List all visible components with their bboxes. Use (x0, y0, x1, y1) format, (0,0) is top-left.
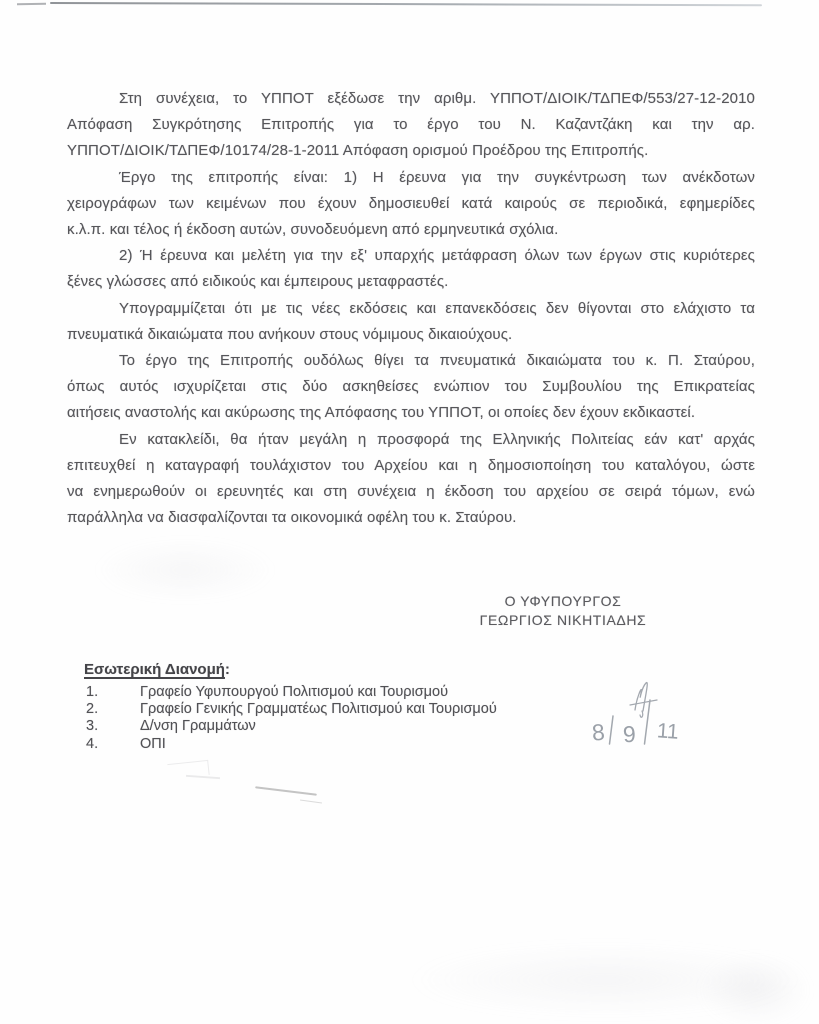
distribution-list (84, 684, 514, 753)
scan-artifact-top-dash (17, 3, 46, 6)
scan-artifact-smudge-bottom (410, 945, 800, 1015)
distribution-item (84, 736, 514, 753)
distribution-item-label: Γραφείο Γενικής Γραμματέως Πολιτισμού και Τουρισμού (140, 701, 497, 718)
text-line: 2) Ή έρευνα και μελέτη για την εξ' υπαρχής μετάφραση όλων των έργων στις κυριότερες (119, 247, 755, 265)
text-line: να ενημερωθούν οι ερευνητές και στη συνέχεια η έκδοση του αρχείου σε σειρά τόμων, ενώ (67, 483, 755, 501)
text-line: κ.λ.π. και τέλος ή έκδοση αυτών, συνοδευόμενη από ερμηνευτικά σχόλια. (67, 221, 559, 239)
text-line: χειρογράφων των κειμένων που έχουν δημοσιευθεί κατά καιρούς σε περιοδικά, εφημερίδες (67, 194, 755, 212)
text-line: αιτήσεις αναστολής και ακύρωσης της Απόφασης του ΥΠΠΟΤ, οι οποίες δεν έχουν εκδικαστεί. (67, 404, 696, 422)
text-line: ΥΠΠΟΤ/ΔΙΟΙΚ/ΤΔΠΕΦ/10174/28-1-2011 Απόφαση ορισμού Προέδρου της Επιτροπής. (67, 142, 649, 160)
distribution-heading-row (84, 661, 514, 678)
signatory-title: Ο ΥΦΥΠΟΥΡΓΟΣ (504, 593, 622, 609)
scan-artifact-pencil-mark (255, 786, 317, 796)
distribution-item-number: 2. (86, 701, 99, 718)
distribution-item-label: ΟΠΙ (140, 735, 166, 752)
distribution-item (84, 684, 514, 701)
distribution-item-number: 1. (86, 684, 99, 700)
distribution-item-label: Γραφείο Υφυπουργού Πολιτισμού και Τουρισμού (140, 684, 449, 700)
handwritten-date-note (583, 678, 693, 750)
text-line: Εν κατακλείδι, θα ήταν μεγάλη η προσφορά της Ελληνικής Πολιτείας εάν κατ' αρχάς (119, 430, 755, 448)
text-line: Το έργο της Επιτροπής ουδόλως θίγει τα πνευματικά δικαιώματα του κ. Π. Σταύρου, (119, 352, 755, 370)
distribution-heading-colon: : (224, 662, 230, 678)
scan-artifact-faint-scribble (186, 775, 220, 779)
paragraph-1 (67, 86, 755, 165)
document-body (67, 86, 755, 531)
distribution-item-number: 3. (86, 718, 99, 735)
distribution-heading: Εσωτερική Διανομή (84, 661, 225, 678)
distribution-item-number: 4. (86, 735, 99, 752)
text-line: παράλληλα να διασφαλίζονται τα οικονομικά οφέλη του κ. Σταύρου. (67, 509, 517, 527)
handwritten-digit: 9 (622, 720, 637, 748)
paragraph-3 (67, 243, 755, 295)
paragraph-5 (67, 348, 755, 427)
scan-artifact-pencil-mark (300, 799, 322, 803)
scan-artifact-top-line (50, 2, 762, 6)
signatory-name: ΓΕΩΡΓΙΟΣ ΝΙΚΗΤΙΑΔΗΣ (479, 612, 647, 628)
text-line: Απόφαση Συγκρότησης Επιτροπής για το έργο του Ν. Καζαντζάκη και την αρ. (67, 116, 755, 134)
distribution-item-label: Δ/νση Γραμμάτων (140, 718, 256, 735)
paragraph-4 (67, 296, 755, 348)
scan-artifact-smudge-mid (95, 540, 275, 600)
scan-artifact-faint-scribble (167, 760, 209, 779)
text-line: ξένες γλώσσες από ειδικούς και έμπειρους μεταφραστές. (67, 273, 449, 291)
text-line: όπως αυτός ισχυρίζεται στις δύο ασκηθείσες ενώπιον του Συμβουλίου της Επικρατείας (67, 378, 755, 396)
handwritten-digit: 8 (591, 718, 606, 746)
internal-distribution (84, 661, 514, 753)
paragraph-2 (67, 165, 755, 244)
handwritten-digit: 11 (656, 719, 680, 744)
text-line: επιτευχθεί η καταγραφή τουλάχιστον του Αρχείου και η δημοσιοποίηση του καταλόγου, ώστε (67, 456, 755, 474)
text-line: πνευματικά δικαιώματα που ανήκουν στους νόμιμους δικαιούχους. (67, 325, 513, 343)
distribution-item (84, 701, 514, 718)
signature-block (468, 592, 658, 630)
text-line: Υπογραμμίζεται ότι με τις νέες εκδόσεις και επανεκδόσεις δεν θίγονται στο ελάχιστο τα (119, 299, 755, 317)
scan-artifact-smudge-bottom (700, 955, 810, 1024)
text-line: Στη συνέχεια, το ΥΠΠΟΤ εξέδωσε την αριθμ. ΥΠΠΟΤ/ΔΙΟΙΚ/ΤΔΠΕΦ/553/27-12-2010 (119, 90, 755, 107)
paragraph-6 (67, 427, 755, 532)
distribution-item (84, 718, 514, 735)
text-line: Έργο της επιτροπής είναι: 1) Η έρευνα για την συγκέντρωση των ανέκδοτων (119, 168, 755, 186)
